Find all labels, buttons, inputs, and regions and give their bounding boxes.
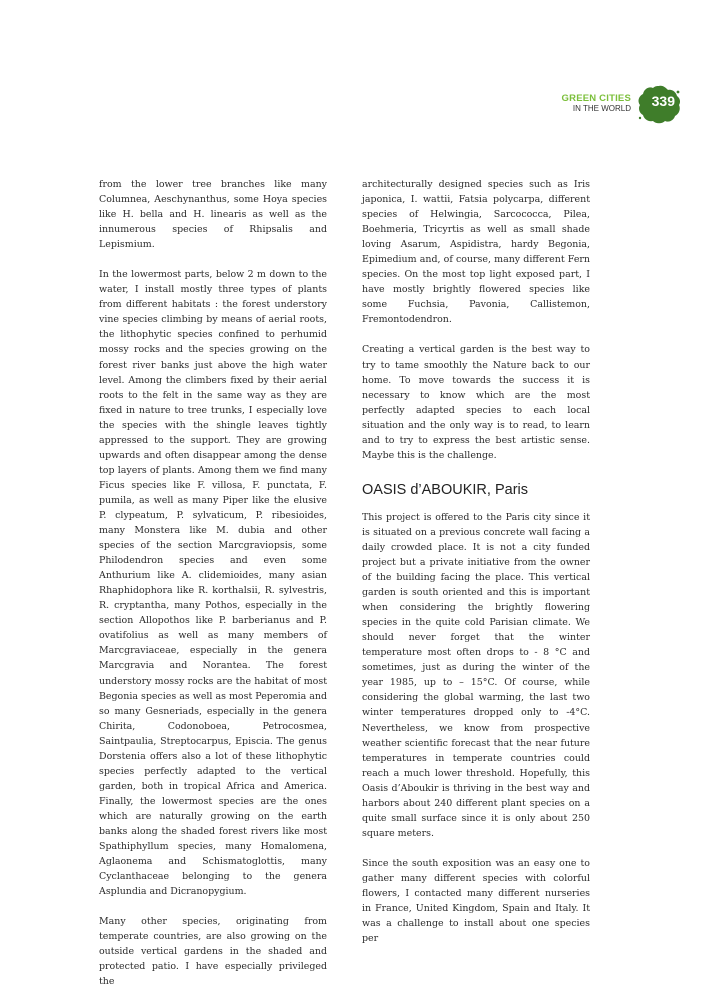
paragraph: architecturally designed species such as Iris japonica, I. wattii, Fatsia polycarpa, different species of Helwingia, Sarcococca, Pilea, Boehmeria, Tricyrtis as well as small shade loving Asarum, Aspidistra, hardy Begonia, Epimedium and, of course, many different Fern species. On the most top light exposed part, I have mostly brightly flowered species like some Fuchsia, Pavonia, Callistemon, Fremontodendron.	[362, 179, 590, 326]
header-title: GREEN CITIES	[561, 93, 631, 104]
section-heading: OASIS d’ABOUKIR, Paris	[362, 481, 528, 498]
paragraph: Many other species, originating from temperate countries, are also growing on the outside vertical gardens in the shaded and protected patio. I have especially privileged the	[99, 916, 327, 988]
right-column	[362, 177, 590, 946]
running-header	[541, 84, 681, 124]
left-column	[99, 177, 327, 989]
paragraph: from the lower tree branches like many Columnea, Aeschynanthus, some Hoya species like H. bella and H. linearis as well as the innumerous species of Rhipsalis and Lepismium.	[99, 179, 327, 251]
paragraph: Since the south exposition was an easy one to gather many different species with colorful flowers, I contacted many different nurseries in France, United Kingdom, Spain and Italy. It was a challenge to install about one species per	[362, 857, 590, 945]
paragraph: In the lowermost parts, below 2 m down to the water, I install mostly three types of plants from different habitats : the forest understory vine species climbing by means of aerial roots, the lithophytic species confined to perhumid mossy rocks and the species growing on the forest river banks just above the high water level. Among the climbers fixed by their aerial roots to the felt in the same way as they are fixed in nature to tree trunks, I especially love the species with the shingle leaves tightly appressed to the support. They are growing upwards and often disappear among the dense top layers of plants. Among them we find many Ficus species like F. villosa, F. punctata, F. pumila, as well as many Piper like the elusive P. clypeatum, P. sylvaticum, P. ribesioides, many Monstera like M. dubia and other species of the section Marcgraviopsis, some Philodendron species and even some Anthurium like A. clidemioides, many asian Rhaphidophora like R. korthalsii, R. sylvestris, R. cryptantha, many Pothos, especially in the section Allopothos like P. barberianus and P. ovatifolius as well as many members of Marcgraviaceae, especially in the genera Marcgravia and Norantea. The forest understory mossy rocks are the habitat of most Begonia species as well as most Peperomia and so many Gesneriads, especially in the genera Chirita, Codonoboea, Petrocosmea, Saintpaulia, Streptocarpus, Episcia. The genus Dorstenia offers also a lot of these lithophytic species perfectly adapted to the vertical garden, both in tropical Africa and America. Finally, the lowermost species are the ones which are naturally growing on the earth banks along the shaded forest rivers like most Spathiphyllum species, many Homalomena, Aglaonema and Schismatoglottis, many Cyclanthaceae belonging to the genera Asplundia and Dicranopygium.	[99, 269, 327, 898]
paragraph: This project is offered to the Paris city since it is situated on a previous concrete wall facing a daily crowded place. It is not a city funded project but a private initiative from the owner of the building facing the place. This vertical garden is south oriented and this is important when considering the brightly flowering species in the quite cold Parisian climate. We should never forget that the winter temperature most often drops to - 8 °C and sometimes, just as during the winter of the year 1985, up to – 15°C. Of course, while considering the global warming, the last two winter temperatures dropped only to -4°C. Nevertheless, we know from prospective weather scientific forecast that the near future temperatures in temperate countries could reach a much lower threshold. Hopefully, this Oasis d’Aboukir is thriving in the best way and harbors about 240 different plant species on a quite small surface since it is only about 250 square meters.	[362, 511, 590, 839]
header-subtitle: IN THE WORLD	[572, 104, 631, 113]
page-number: 339	[651, 93, 675, 109]
paragraph: Creating a vertical garden is the best way to try to tame smoothly the Nature back to our home. To move towards the success it is necessary to know which are the most perfectly adapted species to each local situation and the only way is to read, to learn and to try to express the best artistic sense. Maybe this is the challenge.	[362, 344, 590, 461]
